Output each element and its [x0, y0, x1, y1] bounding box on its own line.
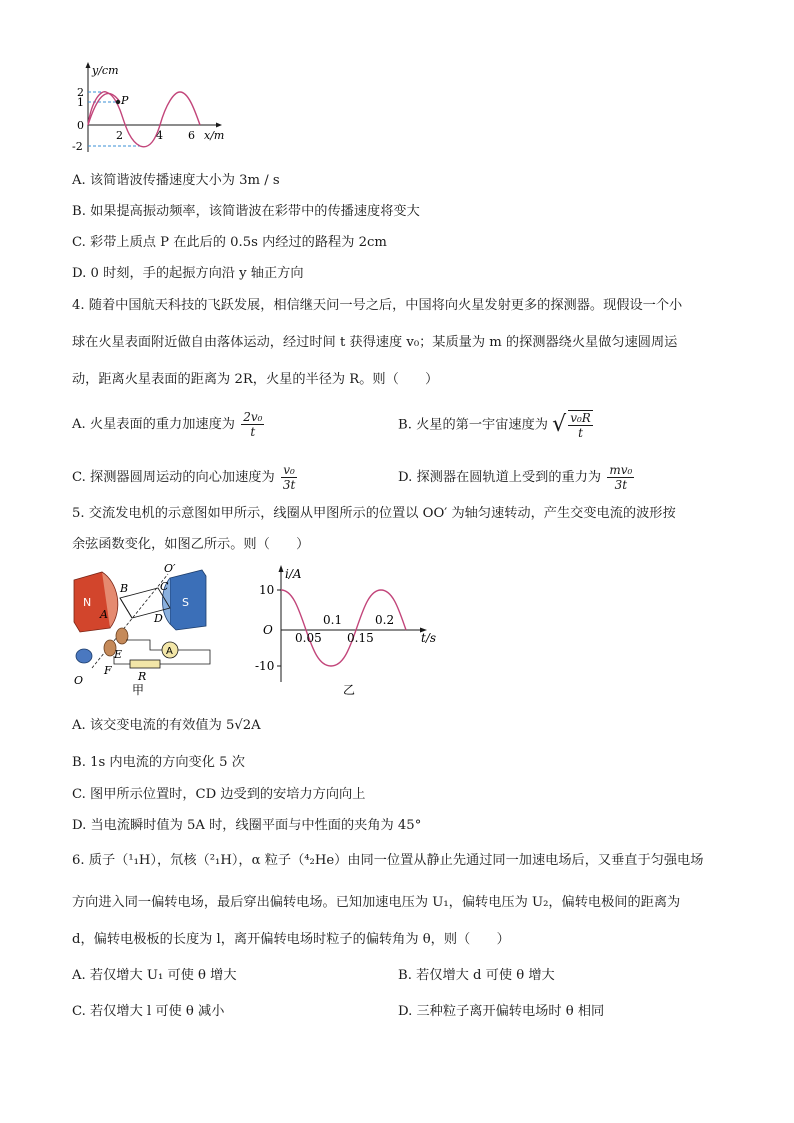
- q4-stem-line-2: 球在火星表面附近做自由落体运动，经过时间 t 获得速度 v₀；某质量为 m 的探测器绕火星做匀速圆周运: [72, 335, 678, 350]
- label-b: B: [120, 582, 129, 595]
- q6-stem-line-3: d，偏转电极板的长度为 l，离开偏转电场时粒子的偏转角为 θ，则（ ）: [72, 932, 510, 947]
- point-p: [116, 100, 120, 104]
- tick-i-neg10: -10: [255, 659, 275, 673]
- tick-t-0-1: 0.1: [323, 613, 343, 627]
- tick-x-6: 6: [188, 129, 195, 142]
- caption-yi: 乙: [343, 683, 356, 697]
- wave-graph-figure: [70, 60, 240, 160]
- tick-t-0-05: 0.05: [295, 631, 322, 645]
- q4-option-d-fraction: $\frac{\text{mv₀}}{3t}$: [609, 463, 633, 492]
- q5-option-b: B. 1s 内电流的方向变化 5 次: [72, 755, 245, 770]
- wave-curve: [88, 93, 120, 125]
- label-r: R: [138, 670, 147, 683]
- tick-t-0-2: 0.2: [375, 613, 395, 627]
- q6-option-a: A. 若仅增大 U₁ 可使 θ 增大: [72, 968, 237, 983]
- y-axis-label: y/cm: [92, 64, 119, 77]
- label-n: N: [83, 596, 92, 609]
- q3-option-a: A. 该简谐波传播速度大小为 3m / s: [72, 173, 280, 188]
- tick-i-origin: O: [263, 623, 273, 637]
- q6-option-c: C. 若仅增大 l 可使 θ 减小: [72, 1004, 225, 1019]
- tick-y-1: 1: [77, 96, 84, 109]
- current-graph: [255, 562, 445, 702]
- q6-option-b: B. 若仅增大 d 可使 θ 增大: [398, 968, 555, 983]
- q5-option-a: A. 该交变电流的有效值为 5√2A: [72, 718, 261, 733]
- q4-option-b-fraction: $\frac{\text{v₀R}}{t}$: [570, 411, 591, 440]
- slip-ring: [116, 628, 128, 644]
- q3-option-b: B. 如果提高振动频率，该简谐波在彩带中的传播速度将变大: [72, 204, 420, 219]
- i-axis-label: i/A: [285, 567, 302, 581]
- x-axis-label: x/m: [204, 129, 225, 142]
- q5-stem-line-1: 5. 交流发电机的示意图如甲所示，线圈从甲图所示的位置以 OO′ 为轴匀速转动，产生交变电流的波形按: [72, 506, 676, 521]
- q6-option-d: D. 三种粒子离开偏转电场时 θ 相同: [398, 1004, 605, 1019]
- label-ammeter: A: [166, 646, 173, 657]
- q4-option-a: [72, 410, 264, 439]
- tick-y-neg2: -2: [72, 140, 83, 153]
- label-o-prime: O′: [164, 562, 176, 575]
- caption-jia: 甲: [132, 683, 145, 697]
- t-axis-label: t/s: [421, 631, 437, 645]
- point-p-label: P: [121, 94, 129, 107]
- label-s: S: [182, 596, 189, 609]
- q4-stem-line-1: 4. 随着中国航天科技的飞跃发展，相信继天问一号之后，中国将向火星发射更多的探测器。现假设一个小: [72, 298, 683, 313]
- q4-option-c-text: C. 探测器圆周运动的向心加速度为: [72, 470, 275, 485]
- q5-stem-line-2: 余弦函数变化，如图乙所示。则（ ）: [72, 537, 310, 552]
- label-d: D: [154, 612, 163, 625]
- tick-y-0: 0: [77, 119, 84, 132]
- q4-option-b-text: B. 火星的第一宇宙速度为: [398, 417, 548, 433]
- q3-option-c: C. 彩带上质点 P 在此后的 0.5s 内经过的路程为 2cm: [72, 235, 387, 250]
- tick-i-10: 10: [259, 583, 275, 597]
- tick-t-0-15: 0.15: [347, 631, 374, 645]
- generator-diagram: [70, 560, 245, 700]
- q5-option-c: C. 图甲所示位置时，CD 边受到的安培力方向向上: [72, 787, 366, 802]
- q4-option-b: [398, 410, 593, 440]
- q4-option-c-fraction: $\frac{\text{v₀}}{3t}$: [282, 463, 296, 492]
- q6-stem-line-2: 方向进入同一偏转电场，最后穿出偏转电场。已知加速电压为 U₁，偏转电压为 U₂，偏转电极间的距离为: [72, 895, 681, 910]
- label-a: A: [100, 608, 108, 621]
- tick-y-2: 2: [77, 86, 84, 99]
- current-curve: [281, 590, 406, 666]
- q4-option-a-fraction: $\frac{\text{2v₀}}{t}$: [243, 410, 263, 439]
- label-e: E: [114, 648, 123, 661]
- resistor: [130, 660, 160, 668]
- q4-option-a-text: A. 火星表面的重力加速度为: [72, 417, 235, 432]
- q4-option-d-text: D. 探测器在圆轨道上受到的重力为: [398, 470, 602, 485]
- sqrt-symbol: √: [552, 412, 567, 437]
- label-o: O: [74, 674, 84, 687]
- label-f: F: [104, 664, 112, 677]
- q4-option-d: [398, 463, 634, 492]
- q6-stem-line-1: 6. 质子（¹₁H），氘核（²₁H），α 粒子（⁴₂He）由同一位置从静止先通过同一加速电场后，又垂直于匀强电场: [72, 853, 704, 868]
- q5-option-d: D. 当电流瞬时值为 5A 时，线圈平面与中性面的夹角为 45°: [72, 818, 422, 833]
- q3-option-d: D. 0 时刻，手的起振方向沿 y 轴正方向: [72, 266, 304, 281]
- q4-stem-line-3: 动，距离火星表面的距离为 2R，火星的半径为 R。则（ ）: [72, 372, 439, 387]
- tick-x-4: 4: [156, 129, 163, 142]
- brush-o: [76, 649, 92, 663]
- tick-x-2: 2: [116, 129, 123, 142]
- label-c: C: [160, 580, 169, 593]
- q4-option-c: [72, 463, 297, 492]
